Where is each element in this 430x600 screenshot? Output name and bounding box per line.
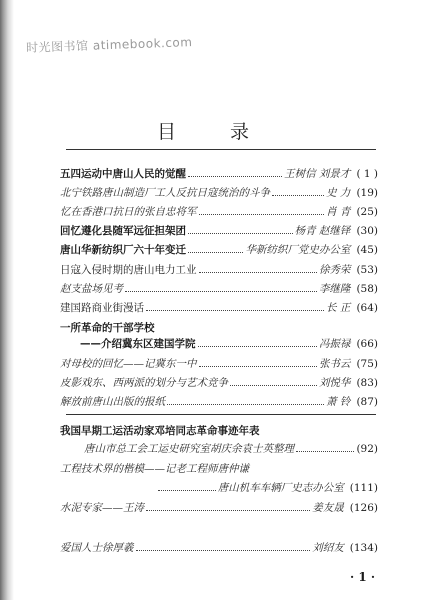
toc-entry[interactable] (60, 185, 378, 201)
leader-dots (230, 377, 317, 386)
entry-page: (19) (356, 187, 378, 199)
leader-dots (199, 264, 317, 273)
leader-dots (272, 187, 324, 196)
entry-author: 杨青 赵继铎 (294, 225, 351, 237)
entry-title: 日寇入侵时期的唐山电力工业 (60, 264, 197, 276)
entry-title: 建国路商业街漫话 (60, 302, 144, 314)
entry-title: 忆在香港口抗日的张自忠将军 (60, 206, 197, 218)
entry-author: 唐山机车车辆厂史志办公室 (217, 482, 344, 494)
toc-entry[interactable] (60, 262, 378, 278)
leader-dots (198, 338, 317, 347)
entry-title: 唐山华新纺织厂六十年变迁 (60, 244, 186, 256)
toc-entry[interactable] (60, 281, 378, 297)
entry-page: ( 1 ) (356, 168, 378, 180)
entry-page: (92) (356, 443, 378, 455)
section-heading: 一所革命的干部学校 (60, 322, 155, 334)
divider-top (66, 149, 376, 150)
toc-entry[interactable] (60, 375, 378, 391)
entry-page: (134) (349, 542, 378, 554)
entry-title: 唐山市总工会工运史研究室胡庆余袁士英整理 (84, 443, 294, 455)
entry-title: 对母校的回忆——记冀东一中 (60, 358, 197, 370)
leader-dots (136, 542, 311, 551)
entry-title: 赵支盐场见考 (60, 283, 123, 295)
page-number: · 1 · (350, 570, 376, 584)
entry-page: (66) (356, 338, 378, 350)
entry-page: (53) (356, 264, 378, 276)
entry-author: 史 力 (326, 187, 351, 199)
entry-author: 李继隆 (318, 283, 351, 295)
toc-entry[interactable] (156, 480, 378, 496)
entry-page: (64) (356, 302, 378, 314)
entry-author: 刘悦华 (318, 377, 351, 389)
leader-dots (296, 443, 354, 452)
entry-author: 肖 青 (326, 206, 351, 218)
entry-page: (126) (349, 502, 378, 514)
toc-entry[interactable] (60, 461, 378, 477)
leader-dots (199, 358, 317, 367)
page-title: 目 录 (156, 121, 274, 143)
toc-entry[interactable] (60, 223, 378, 239)
entry-title: 工程技术界的楷模——记老工程师唐仲谦 (60, 463, 249, 475)
toc-entry[interactable] (60, 166, 378, 182)
toc-entry[interactable] (60, 242, 378, 258)
leader-dots (146, 302, 324, 311)
toc-entry[interactable] (60, 500, 378, 516)
entry-author: 长 正 (326, 302, 351, 314)
entry-author: 冯振禄 (318, 338, 351, 350)
leader-dots (125, 283, 317, 292)
section-heading: 我国早期工运活动家邓培同志革命事迹年表 (60, 425, 260, 437)
scan-edge-shadow (0, 0, 14, 600)
leader-dots (199, 206, 325, 215)
entry-title: 皮影戏东、西两派的划分与艺术竞争 (60, 377, 228, 389)
entry-page: (75) (356, 358, 378, 370)
entry-author: 张书云 (318, 358, 351, 370)
entry-page: (58) (356, 283, 378, 295)
entry-page: (30) (356, 225, 378, 237)
toc-entry[interactable] (60, 394, 378, 410)
leader-dots (167, 396, 324, 405)
entry-page: (87) (356, 396, 378, 408)
entry-page: (111) (349, 482, 378, 494)
entry-title: 水泥专家——王涛 (60, 502, 144, 514)
entry-author: 姜友晟 (312, 502, 344, 514)
entry-page: (45) (356, 244, 378, 256)
entry-title: 爱国人士徐厚羲 (60, 542, 134, 554)
entry-page: (83) (356, 377, 378, 389)
entry-author: 徐秀荣 (318, 264, 351, 276)
entry-title: 解放前唐山出版的报纸 (60, 396, 165, 408)
toc-entry[interactable] (84, 441, 378, 457)
toc-entry[interactable] (60, 540, 378, 556)
toc-entry[interactable] (60, 204, 378, 220)
entry-title: 五四运动中唐山人民的觉醒 (60, 168, 186, 180)
divider-middle (66, 414, 376, 415)
toc-entry[interactable] (60, 356, 378, 372)
leader-dots (188, 225, 293, 234)
entry-page: (25) (356, 206, 378, 218)
leader-dots (188, 244, 243, 253)
entry-author: 萧 铃 (326, 396, 351, 408)
watermark: 时光图书馆 atimebook.com (25, 35, 193, 55)
entry-author: 华新纺织厂党史办公室 (245, 244, 351, 256)
toc-entry[interactable] (80, 336, 378, 352)
leader-dots (146, 502, 310, 511)
leader-dots (188, 168, 282, 177)
entry-title: 回忆遵化县随军远征担架团 (60, 225, 186, 237)
toc-entry[interactable] (60, 300, 378, 316)
leader-dots (158, 482, 216, 491)
entry-title: 北宁铁路唐山制造厂工人反抗日寇统治的斗争 (60, 187, 270, 199)
entry-author: 王树信 刘景才 (284, 168, 351, 180)
entry-author: 刘绍友 (312, 542, 344, 554)
entry-title: ——介绍冀东区建国学院 (80, 338, 196, 350)
